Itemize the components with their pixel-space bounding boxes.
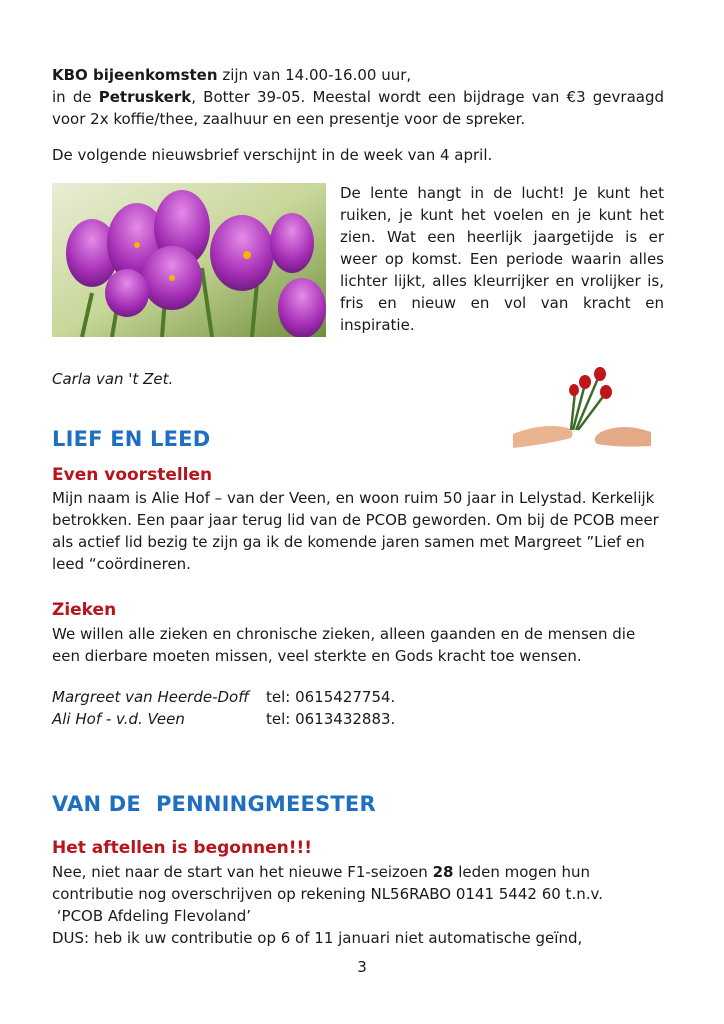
aftellen-heading: Het aftellen is begonnen!!!: [52, 838, 313, 858]
crocus-photo: [52, 183, 326, 337]
sick-paragraph: We willen alle zieken en chronische zieken, alleen gaanden en de mensen die een dierbare moeten missen, veel sterkte en Gods kracht toe wensen.: [52, 625, 636, 665]
treasurer-paragraph: [52, 861, 664, 949]
zieken-heading: Zieken: [52, 600, 117, 620]
contact-row: [52, 686, 395, 708]
treasurer-line-3: ‘PCOB Afdeling Flevoland’: [52, 907, 252, 925]
treasurer-line-4: DUS: heb ik uw contributie op 6 of 11 januari niet automatische geïnd,: [52, 929, 583, 947]
petruskerk-label: Petruskerk: [98, 88, 192, 106]
kbo-location-text: , Botter 39-05. Meestal wordt een bijdrage van €3 gevraagd voor 2x koffie/thee, zaalhuur en een presentje voor de spreker.: [52, 88, 665, 128]
kbo-time: zijn van 14.00-16.00 uur,: [217, 66, 412, 84]
kbo-label: KBO bijeenkomsten: [52, 66, 218, 84]
contact-phone: tel: 0615427754.: [266, 688, 396, 706]
member-count: 28: [432, 863, 454, 881]
penningmeester-heading: VAN DE PENNINGMEESTER: [52, 792, 376, 816]
contact-name: Ali Hof - v.d. Veen: [52, 710, 185, 728]
signature-carla: Carla van 't Zet.: [52, 370, 174, 388]
even-voorstellen-heading: Even voorstellen: [52, 465, 213, 485]
contact-phone: tel: 0613432883.: [266, 710, 396, 728]
introduction-paragraph: Mijn naam is Alie Hof – van der Veen, en woon ruim 50 jaar in Lelystad. Kerkelijk betrokken. Een paar jaar terug lid van de PCOB geworden. Om bij de PCOB meer als actief lid bezig te zijn ga ik de komende jaren samen met Margreet ”Lief en leed “coördineren.: [52, 489, 659, 573]
contact-name: Margreet van Heerde-Doff: [52, 688, 250, 706]
treasurer-line-1b: leden mogen hun: [453, 863, 590, 881]
contact-row: [52, 708, 395, 730]
kbo-paragraph: [52, 64, 664, 130]
next-newsletter-note: De volgende nieuwsbrief verschijnt in de week van 4 april.: [52, 146, 493, 164]
lief-en-leed-heading: LIEF EN LEED: [52, 427, 211, 451]
spring-paragraph: De lente hangt in de lucht! Je kunt het ruiken, je kunt het voelen en je kunt het zien. Wat een heerlijk jaargetijde is er weer op komst. Een periode waarin alles lichter lijkt, alles kleurrijker en vrolijker is, fris en nieuw en vol van kracht en inspiratie.: [340, 184, 664, 334]
roses-hands-photo: [513, 362, 651, 466]
page-number: 3: [357, 958, 367, 976]
kbo-location-prefix: in de: [52, 88, 99, 106]
treasurer-line-2: contributie nog overschrijven op rekening NL56RABO 0141 5442 60 t.n.v.: [52, 885, 603, 903]
treasurer-line-1a: Nee, niet naar de start van het nieuwe F1-seizoen: [52, 863, 433, 881]
